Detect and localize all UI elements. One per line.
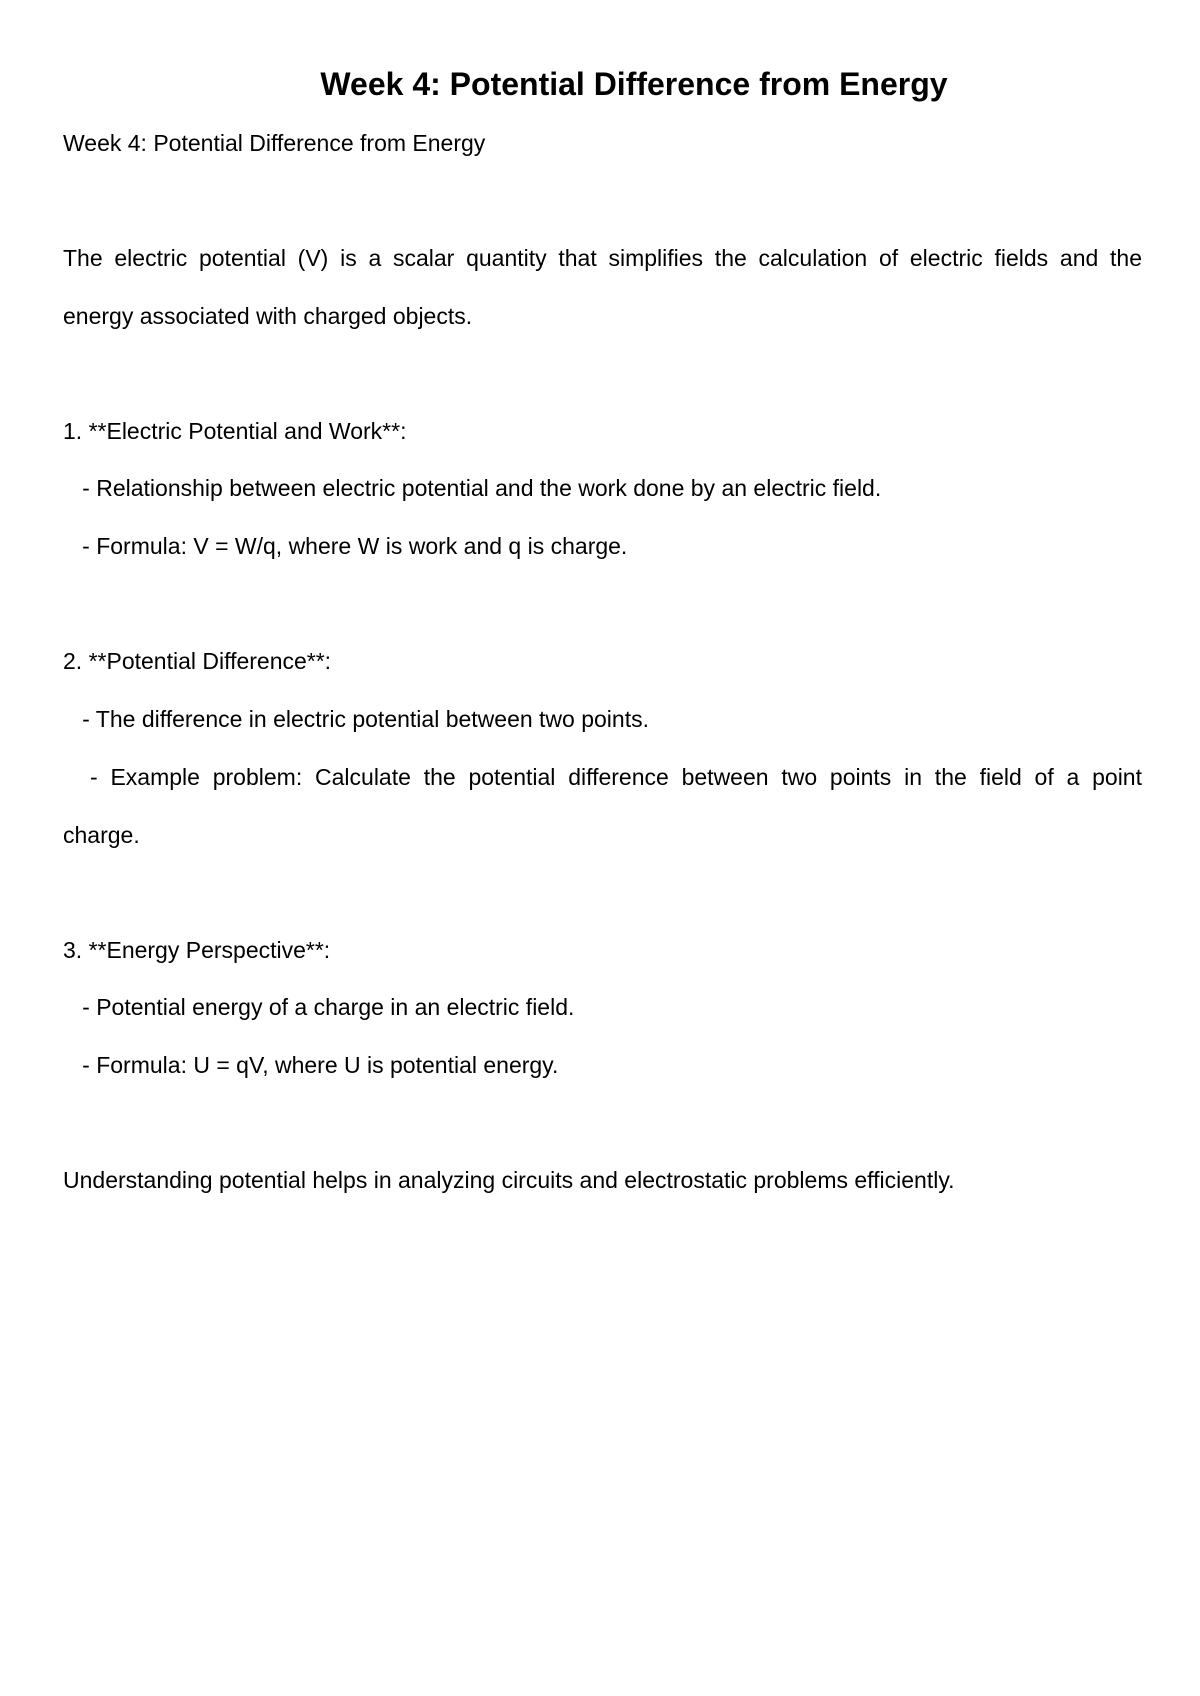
- section-3-heading: 3. **Energy Perspective**:: [63, 937, 331, 963]
- section-3-bullet-1: - Potential energy of a charge in an electric field.: [63, 994, 575, 1020]
- section-1-bullet-1: - Relationship between electric potential and the work done by an electric field.: [63, 475, 882, 501]
- section-2-heading: 2. **Potential Difference**:: [63, 648, 332, 674]
- intro-line-1: The electric potential (V) is a scalar quantity that simplifies the calculation of electric fields and the: [63, 245, 1142, 271]
- section-3-bullet-2: - Formula: U = qV, where U is potential energy.: [63, 1052, 559, 1078]
- section-2-bullet-2-line-2: charge.: [63, 822, 140, 848]
- section-2-bullet-2-line-1: - Example problem: Calculate the potential difference between two points in the field of a point: [90, 764, 1142, 790]
- section-1-bullet-2: - Formula: V = W/q, where W is work and q is charge.: [63, 533, 628, 559]
- section-2-bullet-1: - The difference in electric potential between two points.: [63, 706, 649, 732]
- section-1-heading: 1. **Electric Potential and Work**:: [63, 418, 407, 444]
- intro-line-2: energy associated with charged objects.: [63, 303, 473, 329]
- document-title: Week 4: Potential Difference from Energy: [320, 66, 948, 102]
- document-subtitle: Week 4: Potential Difference from Energy: [63, 130, 486, 156]
- conclusion-paragraph: Understanding potential helps in analyzing circuits and electrostatic problems efficiently.: [63, 1167, 955, 1193]
